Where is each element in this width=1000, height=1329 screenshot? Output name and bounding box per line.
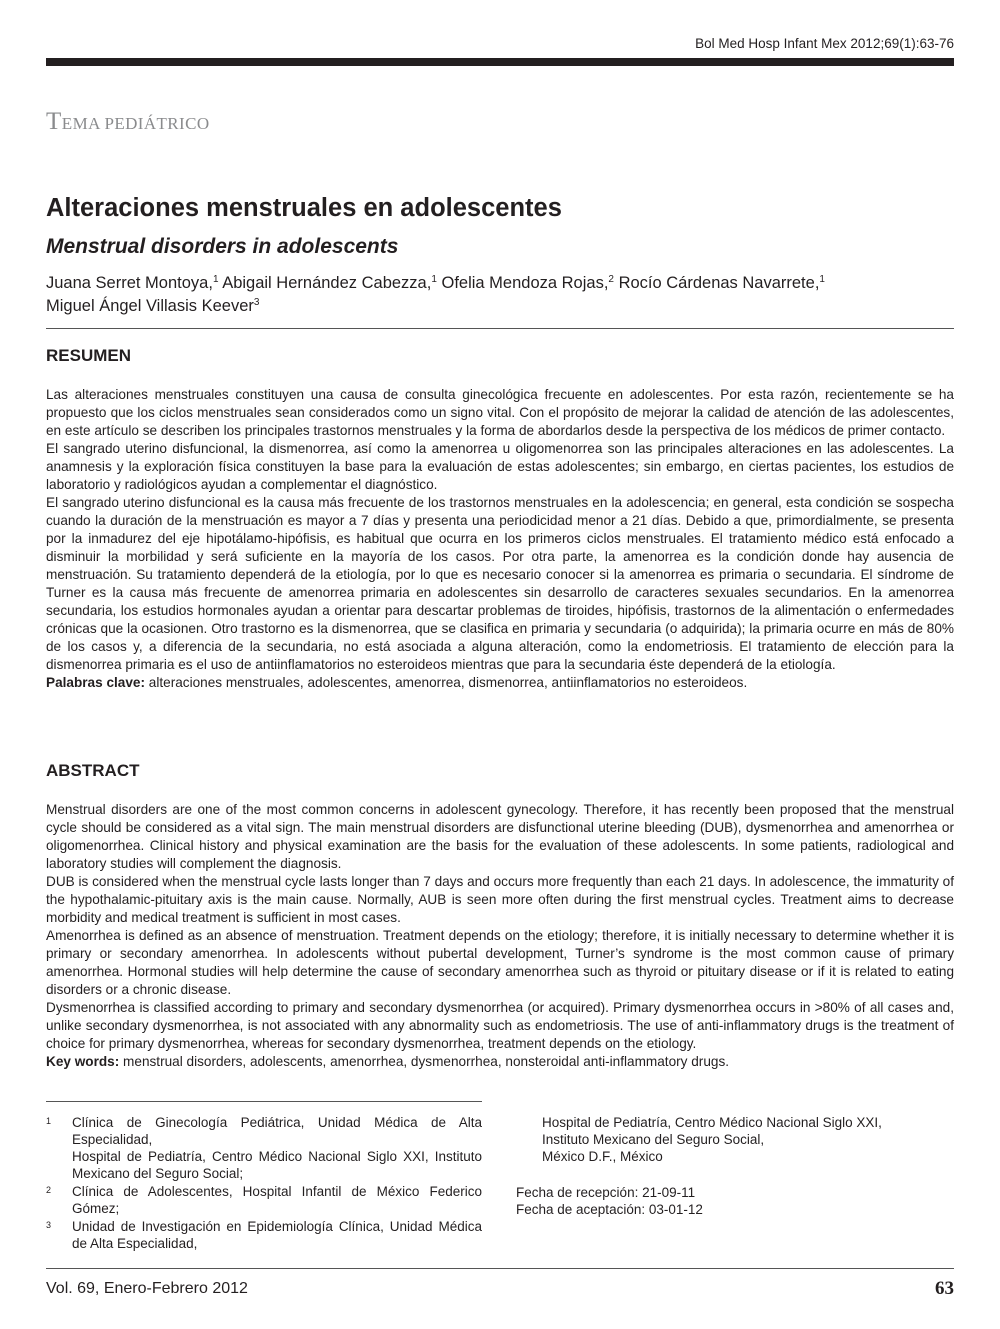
abstract-paragraph: Amenorrhea is defined as an absence of menstruation. Treatment depends on the etiology; therefore, it is initially necessary to determine whether it is primary or secondary amenorrhea. In adolescents without pubertal development, Turner’s syndrome is the most common cause of primary amenorrhea. Hormonal studies will help determine the cause of secondary amenorrhea such as thyroid or pituitary disease or if it is related to eating disorders or a chronic disease.	[46, 928, 954, 997]
received-date: Fecha de recepción: 21-09-11	[516, 1185, 696, 1200]
abstract-paragraph: Dysmenorrhea is classified according to primary and secondary dysmenorrhea (or acquired). Primary dysmenorrhea occurs in >80% of all cases and, unlike secondary dysmenorrhea, is not associated with any abnormality such as endometriosis. The use of anti-inflammatory drugs is the treatment of choice for primary dysmenorrhea, whereas for secondary dysmenorrhea, treatment depends on the etiology.	[46, 1000, 954, 1051]
resumen-heading: RESUMEN	[46, 346, 132, 365]
footnote: 1 Clínica de Ginecología Pediátrica, Unidad Médica de Alta Especialidad, Hospital de Pediatría, Centro Médico Nacional Siglo XXI, Instituto Mexicano del Seguro Social;	[46, 1115, 482, 1181]
footnote: 2 Clínica de Adolescentes, Hospital Infantil de México Federico Gómez;	[46, 1184, 482, 1216]
page-number: 63	[935, 1278, 954, 1299]
section-label-initial: T	[46, 108, 62, 135]
section-label	[46, 108, 210, 136]
abstract-paragraph: DUB is considered when the menstrual cycle lasts longer than 7 days and occurs more frequently than each 21 days. In adolescence, the immaturity of the hypothalamic-pituitary axis is the main cause. Normally, AUB is seen more often during the first menstrual cycles. Treatment aims to decrease morbidity and medical treatment is sufficient in most cases.	[46, 874, 954, 925]
resumen-paragraph: El sangrado uterino disfuncional, la dismenorrea, así como la amenorrea u oligomenorrea son las principales alteraciones en las adolescentes. La anamnesis y la exploración física constituyen la base para la evaluación de estas adolescentes; sin embargo, en ciertas pacientes, los estudios de laboratorio y radiológicos ayudan a complementar el diagnóstico.	[46, 441, 954, 492]
author: Abigail Hernández Cabezza,$^1$	[222, 274, 437, 292]
header-rule	[46, 58, 954, 66]
author: Miguel Ángel Villasis Keever$^3$	[46, 297, 260, 315]
author: Juana Serret Montoya,$^1$	[46, 274, 219, 292]
article-dates	[516, 1184, 703, 1218]
author-list	[46, 272, 956, 318]
section-label-rest: EMA PEDIÁTRICO	[61, 114, 210, 133]
footnotes-left	[46, 1114, 482, 1253]
resumen-keywords: Palabras clave: alteraciones menstruales, adolescentes, amenorrea, dismenorrea, antiinflamatorios no esteroideos.	[46, 675, 748, 690]
abstract-keywords: Key words: menstrual disorders, adolescents, amenorrhea, dysmenorrhea, nonsteroidal anti-inflammatory drugs.	[46, 1054, 730, 1069]
abstract-body	[46, 801, 954, 1071]
running-head: Bol Med Hosp Infant Mex 2012;69(1):63-76	[695, 36, 954, 51]
article-subtitle: Menstrual disorders in adolescents	[46, 235, 399, 258]
accepted-date: Fecha de aceptación: 03-01-12	[516, 1202, 703, 1217]
article-title: Alteraciones menstruales en adolescentes	[46, 194, 562, 222]
footnote-rule	[46, 1101, 482, 1102]
footnote: 3 Unidad de Investigación en Epidemiología Clínica, Unidad Médica de Alta Especialidad,	[46, 1219, 482, 1251]
resumen-body	[46, 386, 954, 692]
abstract-heading: ABSTRACT	[46, 761, 140, 780]
resumen-paragraph: El sangrado uterino disfuncional es la causa más frecuente de los trastornos menstruales en la adolescencia; en general, esta condición se sospecha cuando la duración de la menstruación es mayor a 7 días y presenta una periodicidad menor a 21 días. Debido a que, primordialmente, se presenta por la inmadurez del eje hipotálamo-hipófisis, es habitual que ocurra en los primeros ciclos menstruales. El tratamiento médico está enfocado a disminuir la morbilidad y será suficiente en la mayoría de los casos. Por otra parte, la amenorrea es la condición donde hay ausencia de menstruación. Su tratamiento dependerá de la etiología, por lo que es necesario conocer si la amenorrea es primaria o secundaria. El síndrome de Turner es la causa más frecuente de amenorrea primaria en adolescentes sin desarrollo de caracteres sexuales secundarios. En la amenorrea secundaria, los estudios hormonales ayudan a orientar para descartar problemas de tiroides, hipófisis, trastornos de la alimentación o enfermedades crónicas que la ocasionen. Otro trastorno es la dismenorrea, que se clasifica en primaria y secundaria (o adquirida); la primaria ocurre en más de 80% de los casos y, a diferencia de la secundaria, no está asociada a alguna alteración, como la endometriosis. El tratamiento de elección para la dismenorrea primaria es el uso de antiinflamatorios no esteroideos mientras que para la secundaria éste dependerá de la etiología.	[46, 495, 954, 672]
footer-rule	[46, 1268, 954, 1269]
title-rule	[46, 328, 954, 329]
abstract-paragraph: Menstrual disorders are one of the most common concerns in adolescent gynecology. Therefore, it has recently been proposed that the menstrual cycle should be considered as a vital sign. The main menstrual disorders are disfunctional uterine bleeding (DUB), dysmenorrhea and amenorrhea or oligomenorrhea. Clinical history and physical examination are the basis for the evaluation of these adolescents. In some patients, radiological and laboratory studies will complement the diagnosis.	[46, 802, 954, 871]
author: Ofelia Mendoza Rojas,$^2$	[441, 274, 614, 292]
author: Rocío Cárdenas Navarrete,$^1$	[618, 274, 825, 292]
volume-info: Vol. 69, Enero-Febrero 2012	[46, 1280, 248, 1297]
resumen-paragraph: Las alteraciones menstruales constituyen una causa de consulta ginecológica frecuente en adolescentes. Por esta razón, recientemente se ha propuesto que los ciclos menstruales sean considerados como un signo vital. Con el propósito de mejorar la calidad de atención de las adolescentes, en este artículo se describen los principales trastornos menstruales y la forma de abordarlos desde la perspectiva de los médicos de primer contacto.	[46, 387, 954, 438]
footnote-continuation: Hospital de Pediatría, Centro Médico Nacional Siglo XXI, Instituto Mexicano del Seguro Social, México D.F., México	[542, 1115, 882, 1164]
